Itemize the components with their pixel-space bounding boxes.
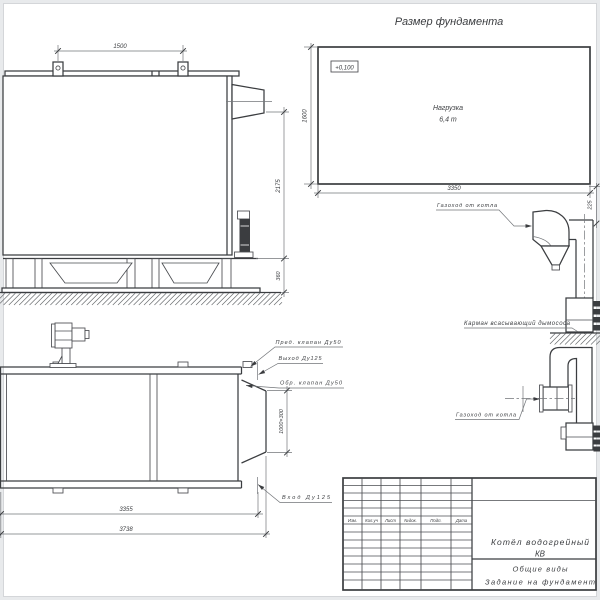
label-safety-valve: Пред. клапан Ду50 bbox=[275, 340, 341, 346]
exhauster-inlet-flange bbox=[561, 427, 566, 439]
suction-pocket-box bbox=[566, 298, 593, 332]
exhauster-motor-lower bbox=[594, 426, 600, 431]
boiler-top-plate bbox=[5, 71, 239, 76]
side-fitting bbox=[240, 219, 251, 252]
foundation-title: Размер фундамента bbox=[394, 16, 504, 28]
plan-tab bbox=[178, 362, 188, 367]
product-name-line1: Котёл водогрейный bbox=[491, 537, 589, 547]
fitting-flange bbox=[235, 252, 254, 258]
title-col-koluch: Кол.уч bbox=[365, 517, 378, 523]
product-name-line2: КВ bbox=[534, 549, 546, 559]
label-outlet: Выход Ду125 bbox=[278, 356, 322, 362]
dim-boiler-height: 2175 bbox=[276, 179, 282, 193]
plan-tab bbox=[53, 488, 63, 493]
cone-outlet bbox=[552, 265, 560, 270]
label-flue-lower: Газоход от котла bbox=[456, 412, 516, 419]
label-inlet: Вход Ду125 bbox=[282, 495, 330, 501]
dim-length-total: 3738 bbox=[119, 527, 133, 533]
lug-hole-left bbox=[56, 66, 60, 70]
dim-length-inner: 3355 bbox=[119, 507, 133, 513]
exhauster-motor bbox=[594, 301, 600, 307]
dim-frame-height: 360 bbox=[276, 271, 282, 281]
doc-type-line2: Задание на фундамент bbox=[485, 577, 595, 587]
base-rail bbox=[2, 288, 260, 293]
dim-duct-opening: 1000×300 bbox=[279, 409, 285, 434]
title-col-podp: Подп. bbox=[430, 517, 442, 523]
dim-flue-offset: 225 bbox=[587, 200, 594, 210]
title-block bbox=[343, 478, 596, 590]
lug-hole-right bbox=[181, 66, 185, 70]
load-value: 6,4 т bbox=[439, 116, 457, 124]
fitting-bracket bbox=[238, 211, 250, 219]
title-col-list: Лист bbox=[384, 517, 397, 523]
plan-tab bbox=[178, 488, 188, 493]
dim-lug-spacing: 1500 bbox=[113, 44, 127, 50]
doc-type-line1: Общие виды bbox=[512, 564, 568, 574]
title-col-ndok: №док. bbox=[404, 517, 417, 523]
exhauster-box bbox=[566, 423, 593, 450]
load-label: Нагрузка bbox=[432, 105, 464, 112]
level-mark: +0,100 bbox=[335, 65, 354, 72]
boiler-body bbox=[3, 76, 232, 255]
dim-foundation-width: 1600 bbox=[302, 109, 309, 123]
label-check-valve: Обр. клапан Ду50 bbox=[280, 380, 342, 387]
dim-foundation-length: 3350 bbox=[447, 186, 461, 192]
foundation-outline bbox=[318, 47, 590, 184]
label-flue-upper: Газоход от котла bbox=[437, 203, 497, 209]
title-col-data: Дата bbox=[455, 517, 468, 523]
title-col-izm: Изм. bbox=[347, 517, 358, 523]
label-suction-pocket: Карман всасывающий дымососа bbox=[464, 321, 570, 327]
